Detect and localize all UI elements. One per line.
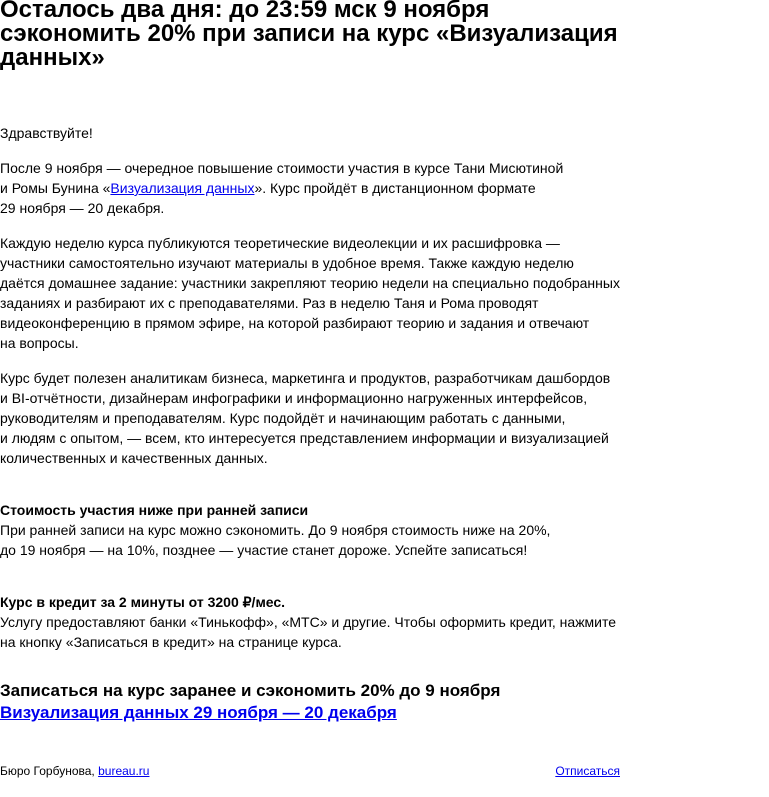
audience-line: руководителям и преподавателям. Курс подойдёт и начинающим работать с данными, bbox=[0, 410, 566, 426]
credit-heading: Курс в кредит за 2 минуты от 3200 ₽/мес. bbox=[0, 594, 286, 610]
format-paragraph bbox=[0, 233, 640, 353]
audience-paragraph bbox=[0, 368, 640, 468]
intro-line-1: После 9 ноября — очередное повышение стоимости участия в курсе Тани Мисютиной bbox=[0, 160, 564, 176]
bureau-site-link[interactable]: bureau.ru bbox=[98, 764, 150, 778]
intro-paragraph bbox=[0, 158, 640, 218]
email-title bbox=[0, 0, 640, 70]
footer bbox=[0, 764, 620, 778]
intro-line-2-after: ». Курс пройдёт в дистанционном формате bbox=[254, 180, 536, 196]
cta-heading: Записаться на курс заранее и сэкономить 20% до 9 ноября bbox=[0, 681, 501, 700]
audience-line: и людям с опытом, — всем, кто интересуется представлением информации и визуализацией bbox=[0, 430, 609, 446]
cost-heading: Стоимость участия ниже при ранней записи bbox=[0, 502, 309, 518]
credit-line-2: на кнопку «Записаться в кредит» на странице курса. bbox=[0, 634, 342, 650]
credit-line-1: Услугу предоставляют банки «Тинькофф», «МТС» и другие. Чтобы оформить кредит, нажмите bbox=[0, 614, 617, 630]
format-line: Каждую неделю курса публикуются теоретические видеолекции и их расшифровка — bbox=[0, 235, 560, 251]
audience-line: и BI-отчётности, дизайнерам инфографики и информационно нагруженных интерфейсов, bbox=[0, 390, 588, 406]
format-line: видеоконференцию в прямом эфире, на которой разбирают теорию и задания и отвечают bbox=[0, 315, 590, 331]
intro-line-2-before: и Ромы Бунина « bbox=[0, 180, 111, 196]
cost-paragraph bbox=[0, 520, 640, 560]
unsubscribe-link[interactable]: Отписаться bbox=[555, 764, 620, 778]
audience-line: Курс будет полезен аналитикам бизнеса, маркетинга и продуктов, разработчикам дашбордов bbox=[0, 370, 611, 386]
format-line: на вопросы. bbox=[0, 335, 79, 351]
course-cta-link[interactable]: Визуализация данных 29 ноября — 20 декабря bbox=[0, 703, 397, 722]
intro-line-3: 29 ноября — 20 декабря. bbox=[0, 200, 165, 216]
footer-org: Бюро Горбунова, bbox=[0, 764, 99, 778]
greeting: Здравствуйте! bbox=[0, 125, 93, 141]
audience-line: количественных и качественных данных. bbox=[0, 450, 268, 466]
cost-line-1: При ранней записи на курс можно сэкономить. До 9 ноября стоимость ниже на 20%, bbox=[0, 522, 551, 538]
format-line: даётся домашнее задание: участники закрепляют теорию недели на специально подобранных bbox=[0, 275, 620, 291]
format-line: заданиях и разбирают их с преподавателями. Раз в неделю Таня и Рома проводят bbox=[0, 295, 539, 311]
format-line: участники самостоятельно изучают материалы в удобное время. Также каждую неделю bbox=[0, 255, 574, 271]
title-line-2: сэкономить 20% при записи на курс «Визуализация bbox=[0, 20, 618, 47]
title-line-3: данных» bbox=[0, 44, 105, 71]
title-line-1: Осталось два дня: до 23:59 мск 9 ноября bbox=[0, 0, 490, 23]
cost-line-2: до 19 ноября — на 10%, позднее — участие станет дороже. Успейте записаться! bbox=[0, 542, 528, 558]
credit-paragraph bbox=[0, 612, 640, 652]
course-link-inline[interactable]: Визуализация данных bbox=[110, 180, 255, 196]
